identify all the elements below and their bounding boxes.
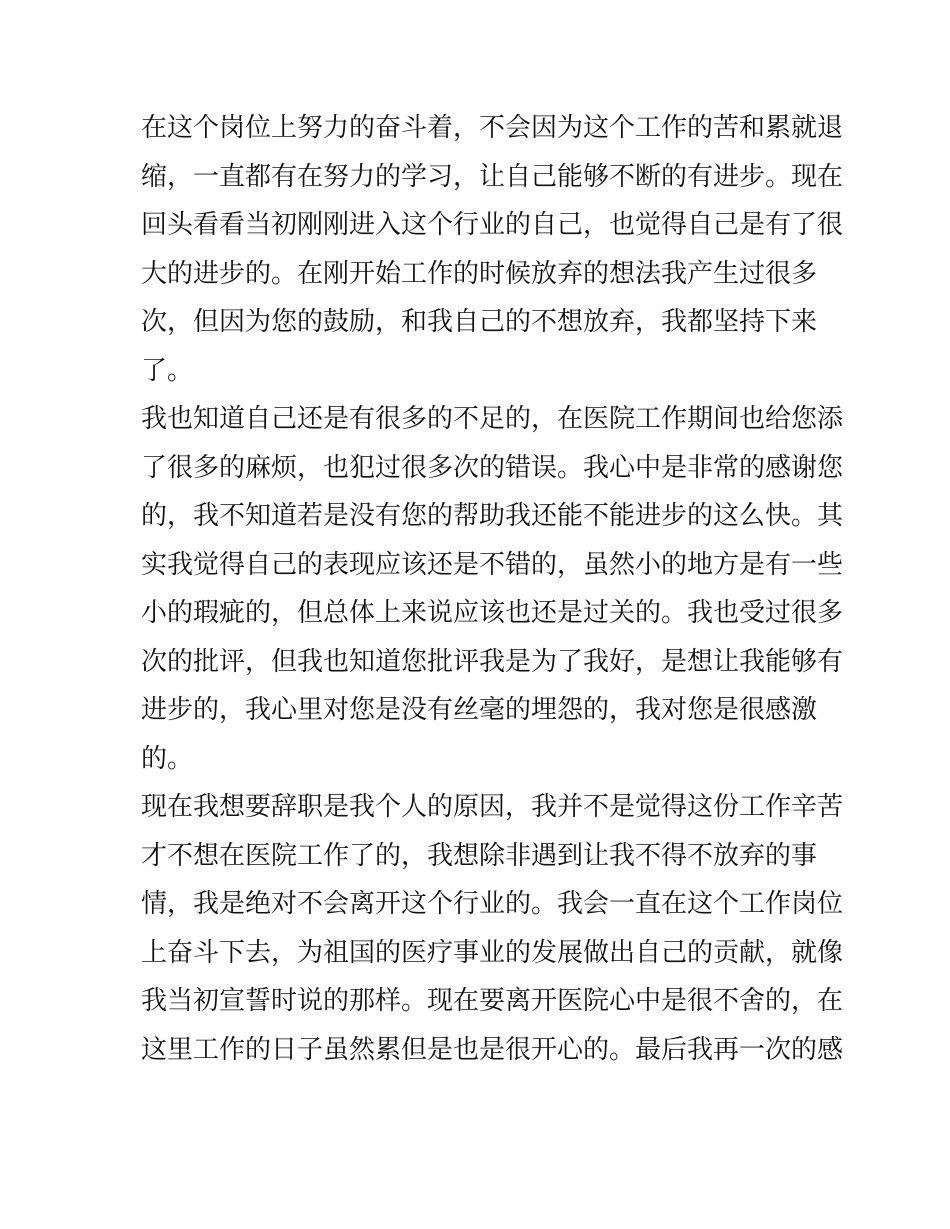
paragraph-line: 大的进步的。在刚开始工作的时候放弃的想法我产生过很多 — [141, 258, 818, 289]
paragraph-3 — [141, 783, 844, 1074]
paragraph-line: 的，我不知道若是没有您的帮助我还能不能进步的这么快。其 — [141, 501, 844, 531]
document-body — [141, 104, 844, 1074]
paragraph-line: 次的批评，但我也知道您批评我是为了我好，是想让我能够有 — [141, 646, 844, 677]
paragraph-line: 实我觉得自己的表现应该还是不错的，虽然小的地方是有一些 — [141, 549, 844, 580]
paragraph-line: 次，但因为您的鼓励，和我自己的不想放弃，我都坚持下来 — [141, 307, 818, 337]
paragraph-line: 现在我想要辞职是我个人的原因，我并不是觉得这份工作辛苦 — [141, 792, 844, 822]
paragraph-line: 了很多的麻烦，也犯过很多次的错误。我心中是非常的感谢您 — [141, 452, 844, 483]
paragraph-line: 小的瑕疵的，但总体上来说应该也还是过关的。我也受过很多 — [141, 598, 844, 628]
paragraph-line: 我当初宣誓时说的那样。现在要离开医院心中是很不舍的，在 — [141, 986, 844, 1016]
paragraph-line: 进步的，我心里对您是没有丝毫的埋怨的，我对您是很感激 — [141, 695, 818, 725]
paragraph-1 — [141, 104, 844, 395]
paragraph-line: 情，我是绝对不会离开这个行业的。我会一直在这个工作岗位 — [141, 889, 844, 919]
paragraph-line: 才不想在医院工作了的，我想除非遇到让我不得不放弃的事 — [141, 840, 818, 871]
paragraph-line: 缩，一直都有在努力的学习，让自己能够不断的有进步。现在 — [141, 161, 844, 192]
paragraph-2 — [141, 395, 844, 783]
paragraph-line: 上奋斗下去，为祖国的医疗事业的发展做出自己的贡献，就像 — [141, 937, 844, 968]
paragraph-line: 在这个岗位上努力的奋斗着，不会因为这个工作的苦和累就退 — [141, 113, 844, 143]
paragraph-line: 回头看看当初刚刚进入这个行业的自己，也觉得自己是有了很 — [141, 210, 844, 240]
paragraph-line: 我也知道自己还是有很多的不足的，在医院工作期间也给您添 — [141, 404, 844, 434]
paragraph-line: 了。 — [141, 355, 194, 386]
paragraph-line: 这里工作的日子虽然累但是也是很开心的。最后我再一次的感 — [141, 1034, 844, 1065]
paragraph-line: 的。 — [141, 743, 194, 774]
